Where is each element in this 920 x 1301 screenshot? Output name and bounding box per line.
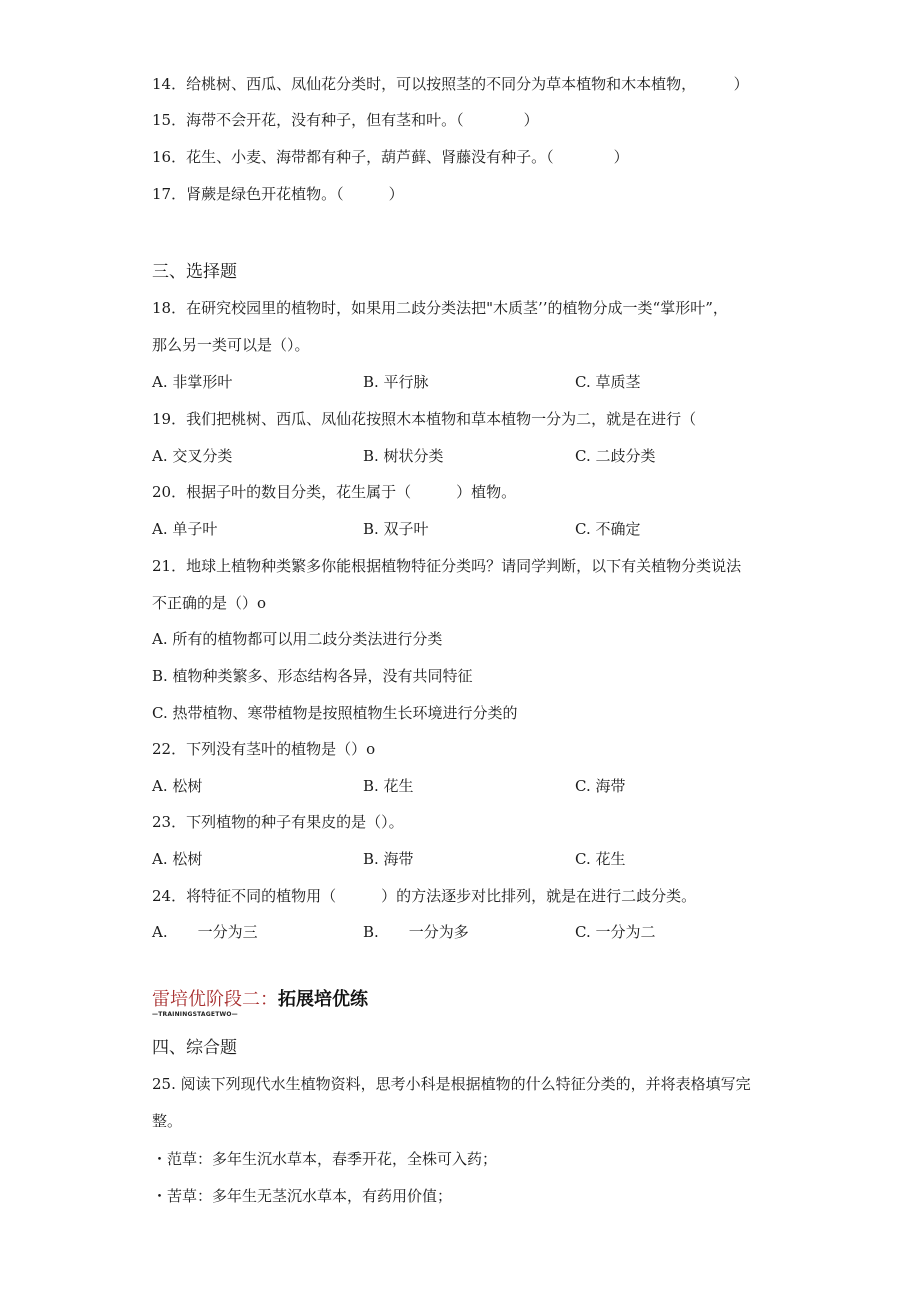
question-25-continued: 整。 — [152, 1112, 183, 1130]
section-title-comprehensive: 四、综合题 — [152, 1038, 237, 1058]
option-a: A. 单子叶 — [152, 520, 218, 538]
question-number: 14 — [152, 75, 172, 93]
option-b: B. 双子叶 — [363, 520, 429, 538]
question-number: 19 — [152, 410, 172, 428]
question-17 — [152, 184, 404, 204]
banner-title — [152, 988, 368, 1012]
question-number: 18 — [152, 299, 172, 317]
question-text: ．根据子叶的数目分类，花生属于（ ）植物。 — [171, 483, 517, 501]
question-number: 16 — [152, 148, 172, 166]
question-number: 21 — [152, 557, 172, 575]
question-15 — [152, 110, 539, 130]
option-a: A. 所有的植物都可以用二歧分类法进行分类 — [152, 630, 443, 648]
option-a: A. 一分为三 — [152, 923, 258, 941]
option-c: C. 不确定 — [575, 520, 641, 538]
question-18 — [152, 298, 728, 318]
question-number: 17 — [152, 185, 172, 203]
question-16 — [152, 147, 629, 167]
option-b: B. 一分为多 — [363, 923, 469, 941]
banner-subtitle: —TRAININGSTAGETWO— — [152, 1011, 238, 1018]
question-23 — [152, 812, 404, 832]
question-text: ．地球上植物种类繁多你能根据植物特征分类吗？请同学判断，以下有关植物分类说法 — [171, 557, 742, 575]
option-b: B. 海带 — [363, 850, 414, 868]
question-19 — [152, 409, 696, 429]
question-text: ．下列植物的种子有果皮的是（）。 — [171, 813, 404, 831]
option-b: B. 花生 — [363, 777, 414, 795]
option-a: A. 交叉分类 — [152, 447, 233, 465]
list-item: ・苦草：多年生无茎沉水草本，有药用价值； — [152, 1187, 453, 1205]
option-c: C. 二歧分类 — [575, 447, 656, 465]
list-item: ・范草：多年生沉水草本，春季开花，全株可入药； — [152, 1150, 498, 1168]
question-text: ．在研究校园里的植物时，如果用二歧分类法把"木质茎’’的植物分成一类“掌形叶”， — [171, 299, 728, 317]
question-number: 22 — [152, 740, 172, 758]
question-number: 20 — [152, 483, 172, 501]
question-number: 24 — [152, 887, 172, 905]
option-c: C. 热带植物、寒带植物是按照植物生长环境进行分类的 — [152, 704, 518, 722]
question-14 — [152, 74, 749, 94]
question-text: ．下列没有茎叶的植物是（）o — [171, 740, 376, 758]
question-21-continued: 不正确的是（）o — [152, 594, 267, 612]
banner-title-practice: 拓展培优练 — [278, 989, 368, 1010]
option-c: C. 一分为二 — [575, 923, 656, 941]
question-number: 23 — [152, 813, 172, 831]
question-text: ．花生、小麦、海带都有种子，葫芦藓、肾藤没有种子。（ ） — [171, 148, 629, 166]
option-c: C. 海带 — [575, 777, 626, 795]
question-number: 15 — [152, 111, 172, 129]
question-text: ．给桃树、西瓜、凤仙花分类时，可以按照茎的不同分为草本植物和木本植物， ） — [171, 75, 749, 93]
question-25: 25. 阅读下列现代水生植物资料，思考小科是根据植物的什么特征分类的，并将表格填写完 — [152, 1075, 751, 1093]
option-b: B. 平行脉 — [363, 373, 429, 391]
question-text: ．海带不会开花，没有种子，但有茎和叶。（ ） — [171, 111, 539, 129]
option-c: C. 花生 — [575, 850, 626, 868]
option-a: A. 非掌形叶 — [152, 373, 233, 391]
question-22 — [152, 739, 375, 759]
section-title-choice: 三、选择题 — [152, 262, 237, 282]
option-b: B. 植物种类繁多、形态结构各异，没有共同特征 — [152, 667, 473, 685]
question-text: ．我们把桃树、西瓜、凤仙花按照木本植物和草本植物一分为二，就是在进行（ — [171, 410, 697, 428]
banner-title-stage: 雷培优阶段二： — [152, 989, 278, 1010]
question-20 — [152, 482, 516, 502]
question-24 — [152, 886, 696, 906]
question-text: ．肾蕨是绿色开花植物。（ ） — [171, 185, 404, 203]
option-b: B. 树状分类 — [363, 447, 444, 465]
option-a: A. 松树 — [152, 850, 203, 868]
question-21 — [152, 556, 741, 576]
question-text: ．将特征不同的植物用（ ）的方法逐步对比排列，就是在进行二歧分类。 — [171, 887, 697, 905]
question-18-continued: 那么另一类可以是（）。 — [152, 336, 310, 354]
stage-banner — [152, 988, 368, 1018]
option-a: A. 松树 — [152, 777, 203, 795]
option-c: C. 草质茎 — [575, 373, 641, 391]
